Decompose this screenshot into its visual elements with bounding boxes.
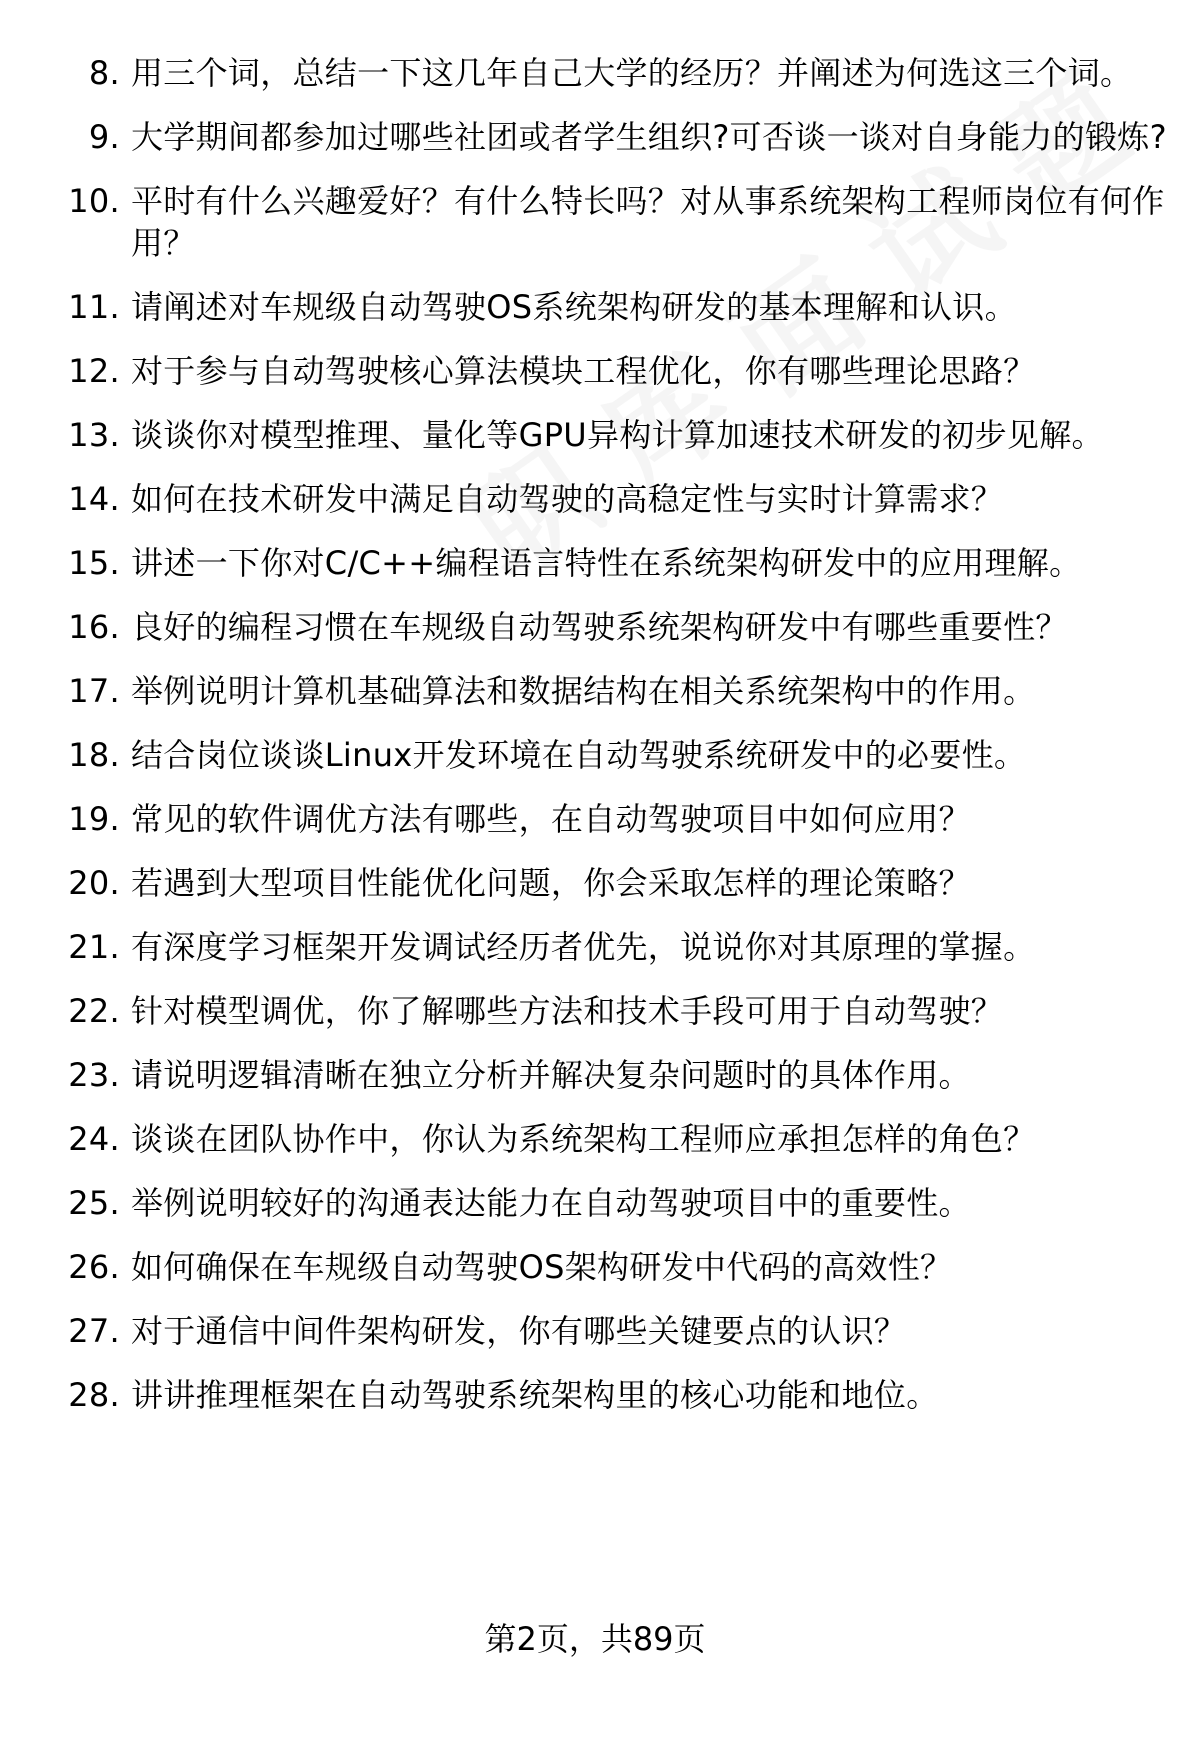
question-text: 讲讲推理框架在自动驾驶系统架构里的核心功能和地位。 — [131, 1376, 939, 1414]
question-text: 用三个词，总结一下这几年自己大学的经历？并阐述为何选这三个词。 — [131, 54, 1133, 92]
question-item — [60, 862, 1170, 904]
question-text: 大学期间都参加过哪些社团或者学生组织?可否谈一谈对自身能力的锻炼? — [131, 118, 1167, 156]
question-number: 24. — [68, 1120, 120, 1158]
question-text: 对于参与自动驾驶核心算法模块工程优化，你有哪些理论思路？ — [131, 352, 1036, 390]
question-number: 10. — [68, 182, 120, 220]
question-number: 16. — [68, 608, 120, 646]
question-number: 28. — [68, 1376, 120, 1414]
question-item — [60, 670, 1170, 712]
question-item — [60, 798, 1170, 840]
question-item — [60, 734, 1170, 776]
question-item — [60, 1310, 1170, 1352]
question-item — [60, 414, 1170, 456]
question-number: 9. — [88, 118, 120, 156]
question-number: 18. — [68, 736, 120, 774]
question-number: 13. — [68, 416, 120, 454]
question-text: 如何在技术研发中满足自动驾驶的高稳定性与实时计算需求？ — [131, 480, 1004, 518]
question-number: 12. — [68, 352, 120, 390]
question-text: 谈谈在团队协作中，你认为系统架构工程师应承担怎样的角色？ — [131, 1120, 1036, 1158]
question-number: 23. — [68, 1056, 120, 1094]
question-text: 举例说明计算机基础算法和数据结构在相关系统架构中的作用。 — [131, 672, 1036, 710]
question-number: 25. — [68, 1184, 120, 1222]
question-item — [60, 180, 1170, 264]
question-item — [60, 990, 1170, 1032]
question-item — [60, 1374, 1170, 1416]
question-number: 19. — [68, 800, 120, 838]
question-item — [60, 926, 1170, 968]
question-number: 21. — [68, 928, 120, 966]
question-number: 27. — [68, 1312, 120, 1350]
question-text: 平时有什么兴趣爱好？有什么特长吗？对从事系统架构工程师岗位有何作用？ — [131, 182, 1165, 262]
page-number-footer: 第2页，共89页 — [484, 1620, 706, 1658]
question-text: 结合岗位谈谈Linux开发环境在自动驾驶系统研发中的必要性。 — [131, 736, 1027, 774]
question-text: 谈谈你对模型推理、量化等GPU异构计算加速技术研发的初步见解。 — [131, 416, 1104, 454]
question-item — [60, 478, 1170, 520]
question-number: 22. — [68, 992, 120, 1030]
question-text: 对于通信中间件架构研发，你有哪些关键要点的认识？ — [131, 1312, 907, 1350]
question-text: 如何确保在车规级自动驾驶OS架构研发中代码的高效性？ — [131, 1248, 953, 1286]
question-list — [60, 52, 1170, 1438]
question-text: 常见的软件调优方法有哪些，在自动驾驶项目中如何应用？ — [131, 800, 971, 838]
question-text: 若遇到大型项目性能优化问题，你会采取怎样的理论策略？ — [131, 864, 971, 902]
question-item — [60, 52, 1170, 94]
question-text: 请说明逻辑清晰在独立分析并解决复杂问题时的具体作用。 — [131, 1056, 971, 1094]
question-text: 讲述一下你对C/C++编程语言特性在系统架构研发中的应用理解。 — [131, 544, 1082, 582]
question-item — [60, 286, 1170, 328]
question-number: 26. — [68, 1248, 120, 1286]
question-item — [60, 1118, 1170, 1160]
question-item — [60, 606, 1170, 648]
question-number: 20. — [68, 864, 120, 902]
question-number: 8. — [88, 54, 120, 92]
question-number: 14. — [68, 480, 120, 518]
question-item — [60, 1054, 1170, 1096]
question-item — [60, 1246, 1170, 1288]
question-item — [60, 350, 1170, 392]
question-text: 请阐述对车规级自动驾驶OS系统架构研发的基本理解和认识。 — [131, 288, 1017, 326]
question-text: 举例说明较好的沟通表达能力在自动驾驶项目中的重要性。 — [131, 1184, 971, 1222]
question-text: 有深度学习框架开发调试经历者优先，说说你对其原理的掌握。 — [131, 928, 1036, 966]
question-text: 良好的编程习惯在车规级自动驾驶系统架构研发中有哪些重要性？ — [131, 608, 1068, 646]
question-item — [60, 1182, 1170, 1224]
question-item — [60, 116, 1170, 158]
question-number: 11. — [68, 288, 120, 326]
question-number: 17. — [68, 672, 120, 710]
question-number: 15. — [68, 544, 120, 582]
question-item — [60, 542, 1170, 584]
question-text: 针对模型调优，你了解哪些方法和技术手段可用于自动驾驶？ — [131, 992, 1004, 1030]
